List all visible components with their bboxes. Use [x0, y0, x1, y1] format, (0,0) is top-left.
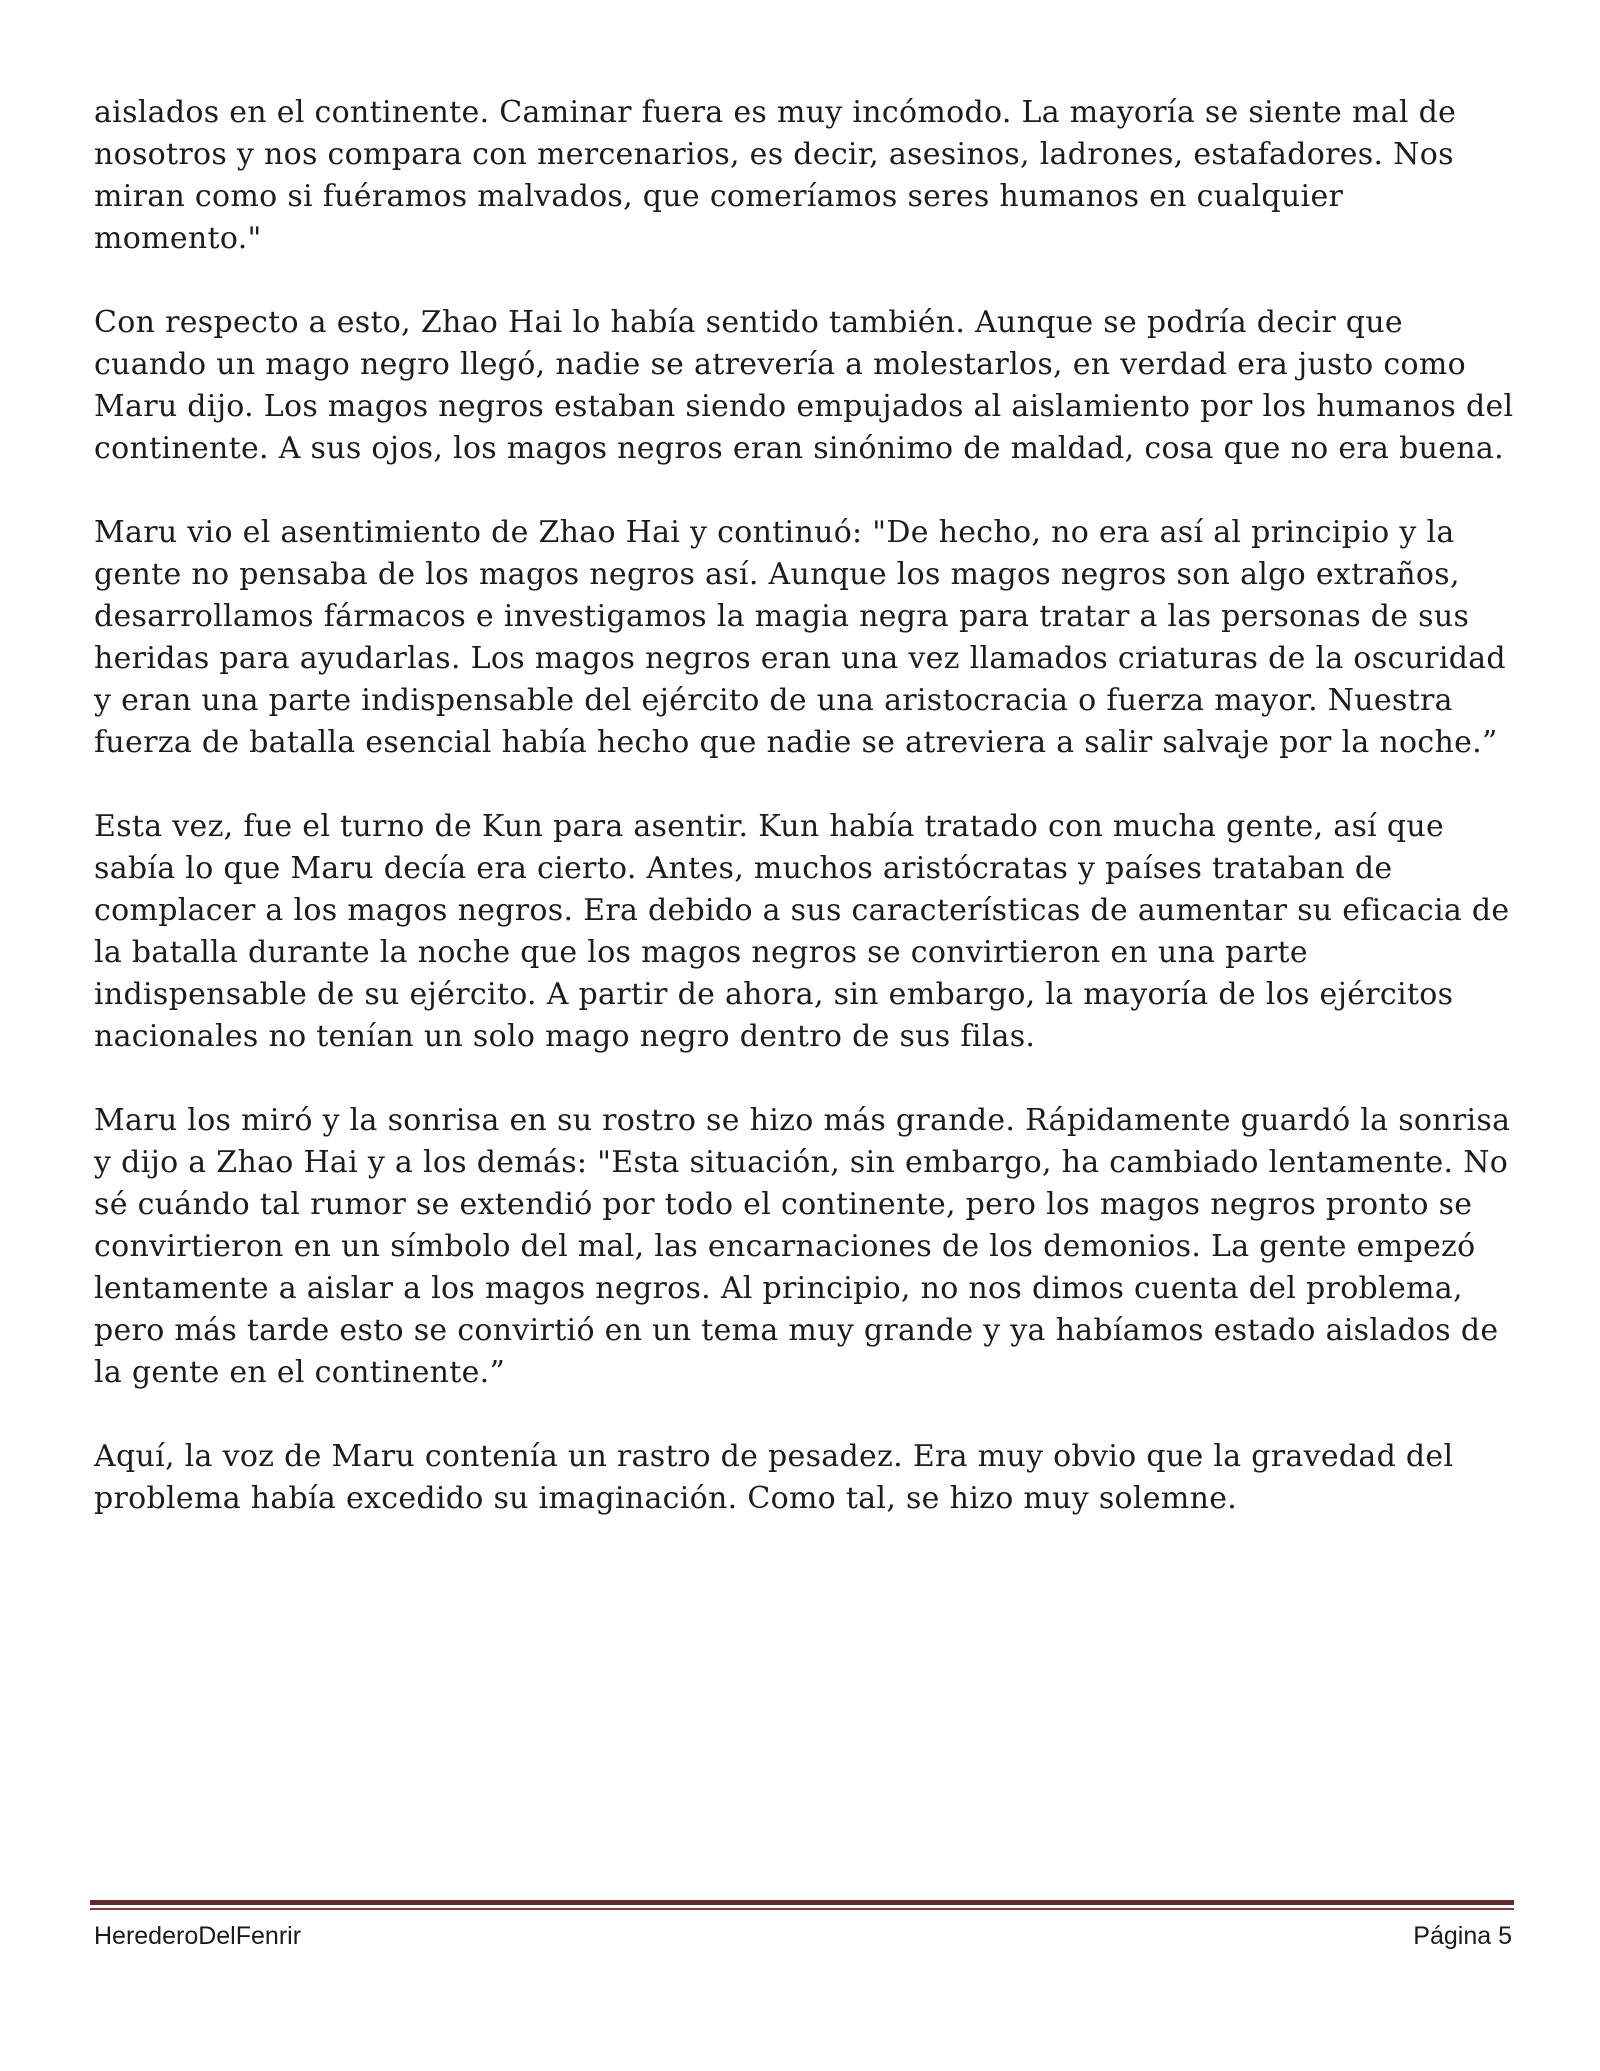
paragraph-4: Esta vez, fue el turno de Kun para asentir. Kun había tratado con mucha gente, así que sabía lo que Maru decía era cierto. Antes, muchos aristócratas y países trataban de complacer a los magos negros. Era debido a sus características de aumentar su eficacia de la batalla durante la noche que los magos negros se convirtieron en una parte indispensable de su ejército. A partir de ahora, sin embargo, la mayoría de los ejércitos nacionales no tenían un solo mago negro dentro de sus filas. — [94, 809, 1510, 1054]
footer-author: HerederoDelFenrir — [94, 1922, 302, 1950]
document-body — [94, 92, 1514, 1562]
footer-divider-thin — [90, 1908, 1514, 1910]
footer-divider — [90, 1900, 1514, 1912]
paragraph-5: Maru los miró y la sonrisa en su rostro se hizo más grande. Rápidamente guardó la sonrisa y dijo a Zhao Hai y a los demás: "Esta situación, sin embargo, ha cambiado lentamente. No sé cuándo tal rumor se extendió por todo el continente, pero los magos negros pronto se convirtieron en un símbolo del mal, las encarnaciones de los demonios. La gente empezó lentamente a aislar a los magos negros. Al principio, no nos dimos cuenta del problema, pero más tarde esto se convirtió en un tema muy grande y ya habíamos estado aislados de la gente en el continente.” — [94, 1103, 1511, 1390]
paragraph-1: aislados en el continente. Caminar fuera es muy incómodo. La mayoría se siente mal de nosotros y nos compara con mercenarios, es decir, asesinos, ladrones, estafadores. Nos miran como si fuéramos malvados, que comeríamos seres humanos en cualquier momento." — [94, 95, 1457, 256]
paragraph-3: Maru vio el asentimiento de Zhao Hai y continuó: "De hecho, no era así al principio y la gente no pensaba de los magos negros así. Aunque los magos negros son algo extraños, desarrollamos fármacos e investigamos la magia negra para tratar a las personas de sus heridas para ayudarlas. Los magos negros eran una vez llamados criaturas de la oscuridad y eran una parte indispensable del ejército de una aristocracia o fuerza mayor. Nuestra fuerza de batalla esencial había hecho que nadie se atreviera a salir salvaje por la noche.” — [94, 515, 1506, 760]
footer-divider-thick — [90, 1900, 1514, 1905]
page-footer — [94, 1922, 1512, 1951]
paragraph-6: Aquí, la voz de Maru contenía un rastro de pesadez. Era muy obvio que la gravedad del problema había excedido su imaginación. Como tal, se hizo muy solemne. — [94, 1439, 1454, 1516]
footer-page-number: Página 5 — [1413, 1922, 1512, 1950]
paragraph-2: Con respecto a esto, Zhao Hai lo había sentido también. Aunque se podría decir que cuando un mago negro llegó, nadie se atrevería a molestarlos, en verdad era justo como Maru dijo. Los magos negros estaban siendo empujados al aislamiento por los humanos del continente. A sus ojos, los magos negros eran sinónimo de maldad, cosa que no era buena. — [94, 305, 1514, 466]
